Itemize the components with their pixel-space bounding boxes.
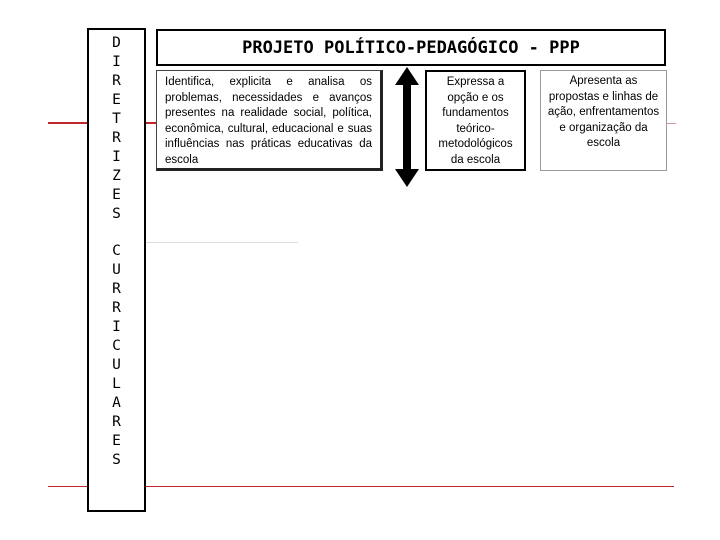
red-rule-top-right	[666, 123, 676, 124]
identifies-box: Identifica, explicita e analisa os problemas, necessidades e avanços presentes na realidade social, política, econômica, cultural, educacional e suas influências nas práticas educativas da escola	[156, 70, 383, 171]
expresses-box: Expressa a opção e os fundamentos teórico-metodológicos da escola	[425, 70, 526, 171]
page-title: PROJETO POLÍTICO-PEDAGÓGICO - PPP	[156, 29, 666, 66]
presents-box: Apresenta as propostas e linhas de ação, enfrentamentos e organização da escola	[540, 70, 667, 171]
vertical-word-curriculares: C U R R I C U L A R E S	[112, 243, 121, 468]
double-arrow-icon	[395, 67, 419, 187]
grey-rule-middle	[146, 242, 298, 243]
vertical-label-box	[87, 28, 146, 512]
vertical-word-diretrizes: D I R E T R I Z E S	[112, 35, 121, 222]
